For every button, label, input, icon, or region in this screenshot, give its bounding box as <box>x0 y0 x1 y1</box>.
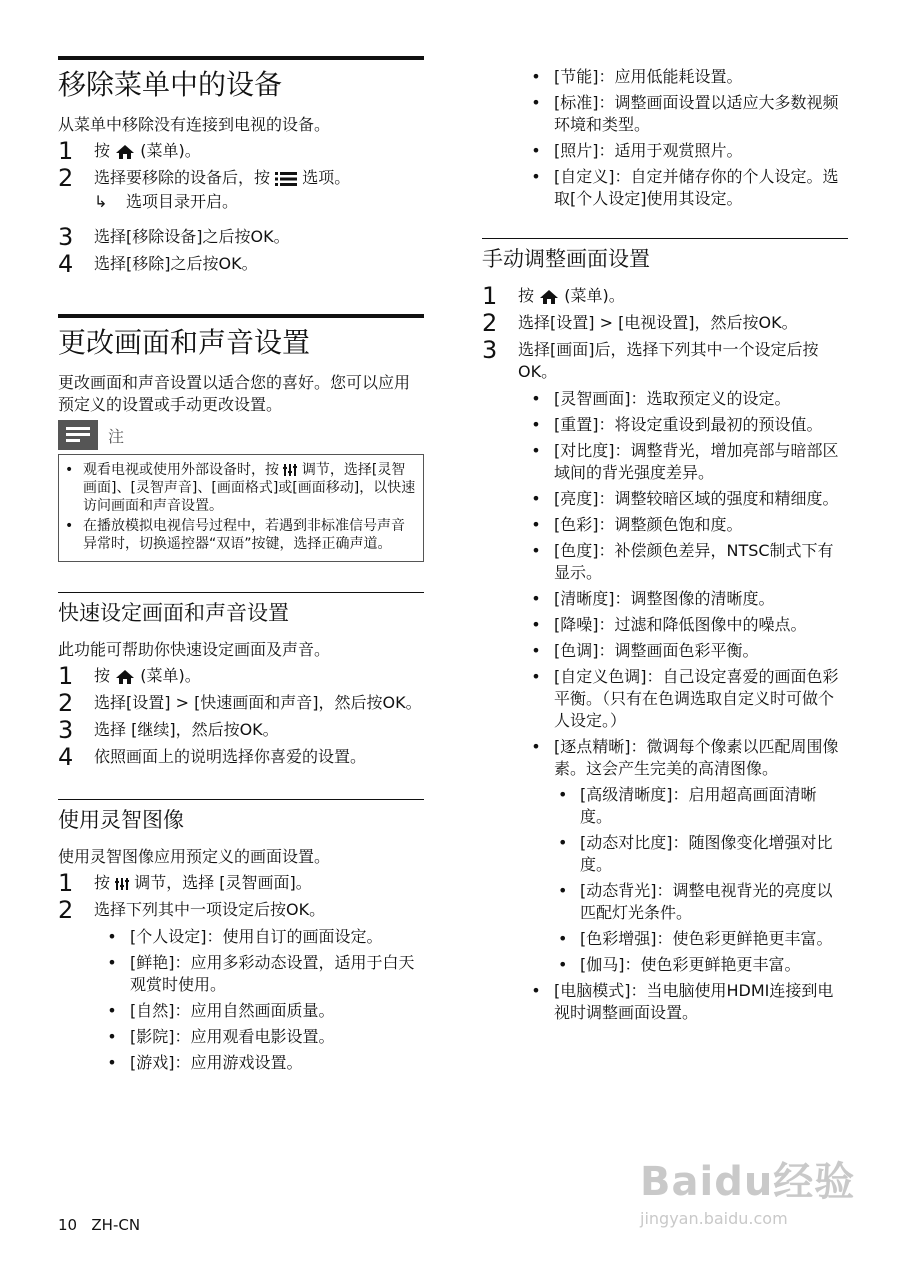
step: 3 选择 [继续]，然后按OK。 <box>58 716 279 744</box>
right-column <box>482 0 848 1028</box>
section-title-smart-picture: 使用灵智图像 <box>58 808 184 832</box>
list-item: • [自然]：应用自然画面质量。 <box>107 1001 335 1020</box>
sub-option-list <box>482 784 848 976</box>
step: 2 选择要移除的设备后，按 选项。 ↳ 选项目录开启。 <box>58 167 424 213</box>
step: 3 选择[画面]后，选择下列其中一个设定后按OK。 <box>482 336 819 381</box>
note-header: 注 <box>58 420 424 450</box>
step: 4 依照画面上的说明选择你喜爱的设置。 <box>58 743 367 771</box>
step: 2 选择[设置] > [电视设置]，然后按OK。 <box>482 309 798 337</box>
note-box <box>58 454 424 562</box>
step: 3 选择[移除设备]之后按OK。 <box>58 223 290 251</box>
list-item: • [自定义色调]：自己设定喜爱的画面色彩平衡。（只有在色调选取自定义时可做个人设定。） <box>531 667 839 730</box>
list-item: • [色彩增强]：使色彩更鲜艳更丰富。 <box>558 929 833 948</box>
list-item: • [灵智画面]：选取预定义的设定。 <box>531 389 791 408</box>
step: 2 选择下列其中一项设定后按OK。 <box>58 896 326 924</box>
note-item: • 在播放模拟电视信号过程中，若遇到非标准信号声音异常时，切换遥控器“双语”按键，选择正确声道。 <box>65 518 405 552</box>
section-title-quick-setup: 快速设定画面和声音设置 <box>58 601 289 625</box>
options-icon <box>275 172 297 186</box>
section-rule <box>482 238 848 239</box>
result-arrow-icon: ↳ <box>94 192 108 211</box>
option-list <box>482 66 848 210</box>
list-item: • [亮度]：调整较暗区域的强度和精细度。 <box>531 489 839 508</box>
list-item: • [高级清晰度]：启用超高画面清晰度。 <box>558 785 817 826</box>
list-item: • [色度]：补偿颜色差异，NTSC制式下有显示。 <box>531 541 834 582</box>
list-item: • [色彩]：调整颜色饱和度。 <box>531 515 743 534</box>
list-item: • [动态对比度]：随图像变化增强对比度。 <box>558 833 833 874</box>
list-item: • [标准]：调整画面设置以适应大多数视频环境和类型。 <box>531 93 839 134</box>
section-rule <box>58 799 424 800</box>
section-intro: 更改画面和声音设置以适合您的喜好。您可以应用预定义的设置或手动更改设置。 <box>58 373 411 414</box>
section-rule <box>58 56 424 60</box>
list-item: • [降噪]：过滤和降低图像中的噪点。 <box>531 615 807 634</box>
step-result: ↳ 选项目录开启。 <box>94 192 239 211</box>
option-list <box>482 980 848 1024</box>
list-item: • [对比度]：调整背光，增加亮部与暗部区域间的背光强度差异。 <box>531 441 839 482</box>
language-code: ZH-CN <box>91 1216 141 1234</box>
step: 1 按 调节，选择 [灵智画面]。 <box>58 869 312 897</box>
list-item: • [影院]：应用观看电影设置。 <box>107 1027 335 1046</box>
list-item: • [鲜艳]：应用多彩动态设置，适用于白天观赏时使用。 <box>107 953 415 994</box>
step: 4 选择[移除]之后按OK。 <box>58 250 258 278</box>
step: 1 按 (菜单)。 <box>58 662 201 690</box>
adjust-icon <box>283 464 297 476</box>
section-rule <box>58 314 424 318</box>
baidu-watermark <box>640 1150 855 1228</box>
adjust-icon <box>115 878 129 890</box>
section-intro: 使用灵智图像应用预定义的画面设置。 <box>58 847 331 866</box>
section-title-picture-sound: 更改画面和声音设置 <box>58 326 311 359</box>
section-intro: 此功能可帮助你快速设定画面及声音。 <box>58 640 331 659</box>
list-item: • [色调]：调整画面色彩平衡。 <box>531 641 759 660</box>
note-item: • 观看电视或使用外部设备时，按 调节，选择[灵智画面]、[灵智声音]、[画面格式]或[画面移动]，以快速访问画面和声音设置。 <box>65 462 416 514</box>
section-title-remove-device: 移除菜单中的设备 <box>58 68 283 101</box>
list-item: • [重置]：将设定重设到最初的预设值。 <box>531 415 823 434</box>
step: 2 选择[设置] > [快速画面和声音]，然后按OK。 <box>58 689 422 717</box>
note-icon <box>58 420 98 450</box>
page-footer <box>58 1216 140 1234</box>
left-column <box>58 0 424 1078</box>
option-list <box>58 926 424 1074</box>
list-item: • [清晰度]：调整图像的清晰度。 <box>531 589 775 608</box>
home-icon <box>115 669 135 685</box>
home-icon <box>115 144 135 160</box>
option-list <box>482 388 848 780</box>
list-item: • [伽马]：使色彩更鲜艳更丰富。 <box>558 955 801 974</box>
list-item: • [游戏]：应用游戏设置。 <box>107 1053 303 1072</box>
list-item: • [个人设定]：使用自订的画面设定。 <box>107 927 383 946</box>
list-item: • [节能]：应用低能耗设置。 <box>531 67 743 86</box>
section-rule <box>58 592 424 593</box>
step: 1 按 (菜单)。 <box>58 137 201 165</box>
section-intro: 从菜单中移除没有连接到电视的设备。 <box>58 115 331 134</box>
list-item: • [动态背光]：调整电视背光的亮度以匹配灯光条件。 <box>558 881 833 922</box>
page-number: 10 <box>58 1216 78 1234</box>
list-item: • [电脑模式]：当电脑使用HDMI连接到电视时调整画面设置。 <box>531 981 834 1022</box>
section-title-manual-picture: 手动调整画面设置 <box>482 247 650 271</box>
watermark-url: jingyan.baidu.com <box>640 1209 788 1228</box>
step: 1 按 (菜单)。 <box>482 282 625 310</box>
list-item: • [照片]：适用于观赏照片。 <box>531 141 743 160</box>
list-item: • [自定义]：自定并储存你的个人设定。选取[个人设定]使用其设定。 <box>531 167 839 208</box>
list-item: • [逐点精晰]：微调每个像素以匹配周围像素。这会产生完美的高清图像。 <box>531 737 839 778</box>
home-icon <box>539 289 559 305</box>
watermark-logo: Baidu经验 <box>640 1159 856 1205</box>
